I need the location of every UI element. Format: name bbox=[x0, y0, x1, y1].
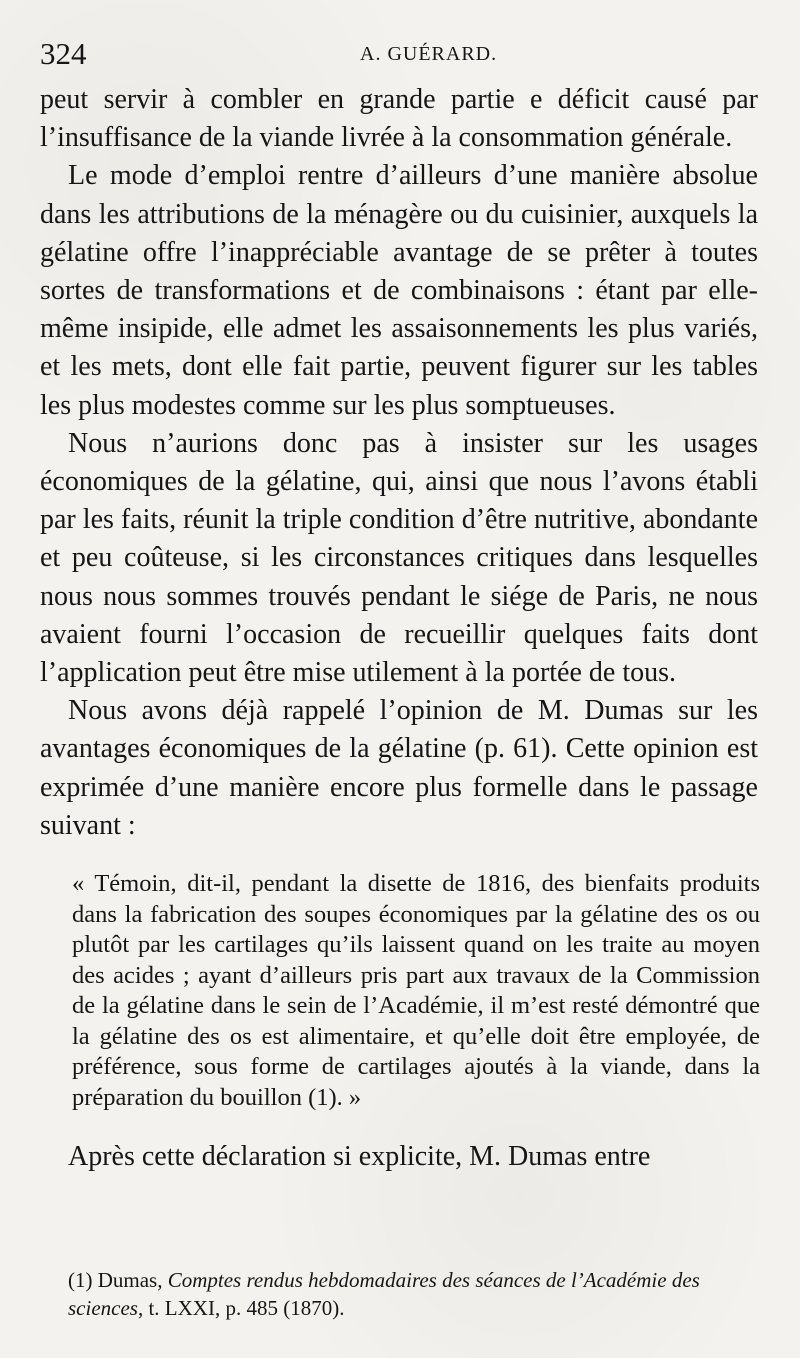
quoted-passage: « Témoin, dit-il, pendant la disette de 1816, des bienfaits produits dans la fabrication des soupes économiques par la gélatine des os ou plutôt par les cartilages qu’ils laissent quand on les traite au moyen des acides ; ayant d’ailleurs pris part aux travaux de la Commission de la gélatine dans le sein de l’Académie, il m’est resté démontré que la gélatine des os est alimentaire, et qu’elle doit être employée, de préférence, sous forme de cartilages ajoutés à la viande, dans la préparation du bouillon (1). » bbox=[72, 870, 760, 1111]
paragraph-4: Nous avons déjà rappelé l’opinion de M. Dumas sur les avantages économiques de la gélatine (p. 61). Cette opinion est exprimée d’une manière encore plus formelle dans le passage suivant : bbox=[40, 695, 758, 841]
footnote bbox=[68, 1267, 758, 1322]
paragraph-2: Le mode d’emploi rentre d’ailleurs d’une manière absolue dans les attributions de la ménagère ou du cuisinier, auxquels la gélatine offre l’inappréciable avantage de se prêter à toutes sortes de transformations et de combinaisons : étant par elle-même insipide, elle admet les assaisonnements les plus variés, et les mets, dont elle fait partie, peuvent figurer sur les tables les plus modestes comme sur les plus somptueuses. bbox=[40, 160, 758, 421]
page-number: 324 bbox=[40, 36, 87, 71]
page-header bbox=[40, 38, 750, 78]
paragraph-1: peut servir à combler en grande partie e déficit causé par l’insuffisance de la viande livrée à la consommation générale. bbox=[40, 84, 758, 154]
running-head: A. GUÉRARD. bbox=[360, 43, 498, 65]
paragraph-5: Après cette déclaration si explicite, M. Dumas entre bbox=[68, 1140, 651, 1172]
footnote-suffix: , t. LXXI, p. 485 (1870). bbox=[137, 1295, 345, 1320]
paragraph-3: Nous n’aurions donc pas à insister sur les usages économiques de la gélatine, qui, ainsi que nous l’avons établi par les faits, réunit la triple condition d’être nutritive, abondante et peu coûteuse, si les circonstances critiques dans lesquelles nous nous sommes trouvés pendant le siége de Paris, ne nous avaient fourni l’occasion de recueillir quelques faits dont l’application peut être mise utilement à la portée de tous. bbox=[40, 427, 758, 689]
footnote-prefix: (1) Dumas, bbox=[68, 1268, 168, 1292]
footnote-title: Comptes rendus hebdomadaires des séances de l’Académie des sciences bbox=[68, 1268, 700, 1320]
main-text bbox=[40, 81, 758, 1204]
